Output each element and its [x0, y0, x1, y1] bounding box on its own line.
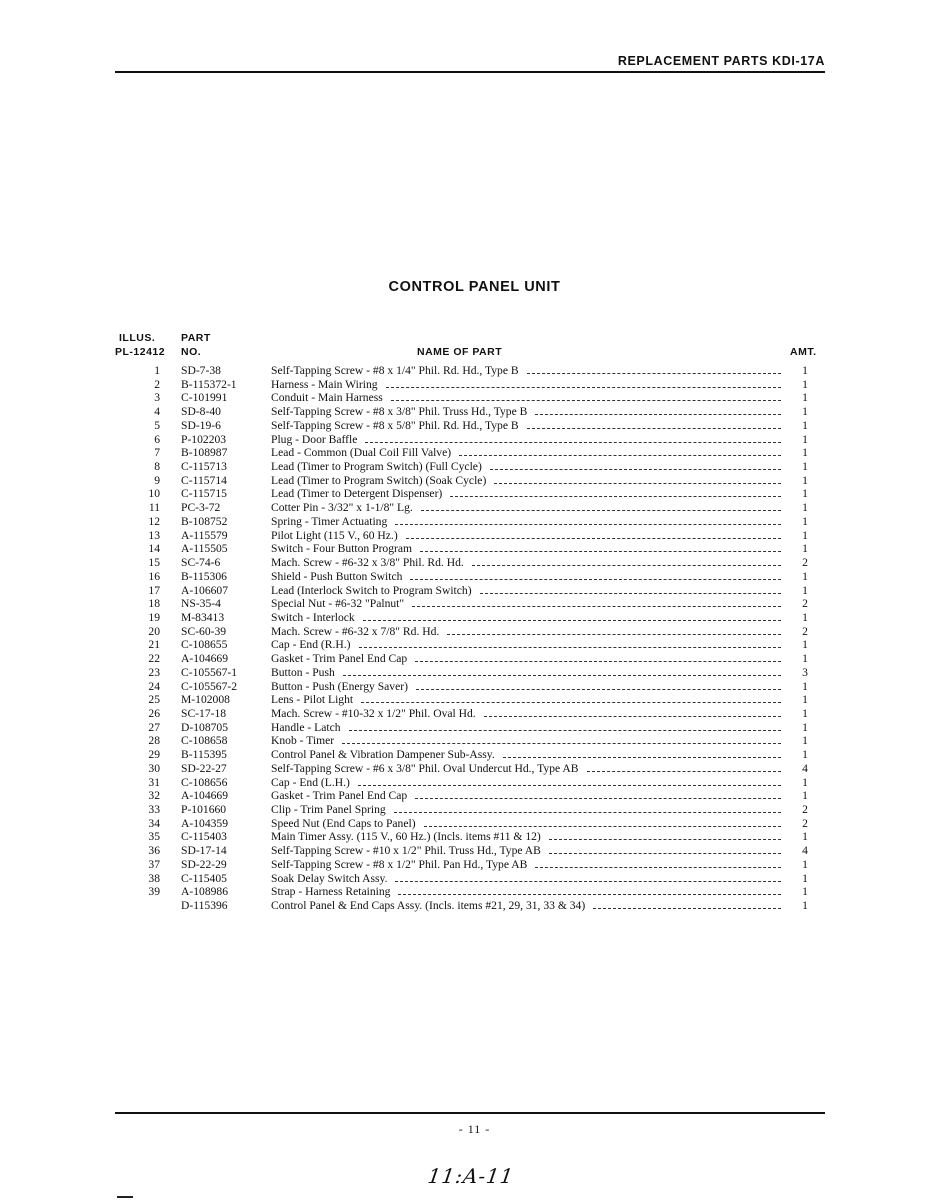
illus-number: 20	[148, 624, 160, 638]
column-header-amt: AMT.	[790, 346, 817, 358]
parts-row	[0, 501, 949, 515]
part-amount: 3	[802, 665, 808, 679]
part-amount: 1	[802, 583, 808, 597]
parts-row	[0, 474, 949, 488]
name-cell	[271, 460, 781, 474]
part-number: B-115306	[181, 569, 227, 583]
part-number: A-104669	[181, 652, 229, 666]
illus-number: 30	[148, 761, 160, 775]
parts-row	[0, 625, 949, 639]
illus-number: 15	[148, 556, 160, 570]
part-amount: 1	[802, 514, 808, 528]
illus-number: 11	[148, 501, 160, 515]
part-number: D-115396	[181, 899, 228, 913]
part-name: Control Panel & Vibration Dampener Sub-Assy.	[271, 748, 495, 762]
illus-number: 38	[148, 871, 160, 885]
part-amount: 4	[802, 844, 808, 858]
name-cell	[271, 638, 781, 652]
parts-row	[0, 542, 949, 556]
parts-row	[0, 652, 949, 666]
parts-row	[0, 529, 949, 543]
name-cell	[271, 899, 781, 913]
name-cell	[271, 803, 781, 817]
parts-row	[0, 584, 949, 598]
part-name: Switch - Four Button Program	[271, 542, 413, 556]
name-cell	[271, 556, 781, 570]
illus-number: 26	[148, 706, 160, 720]
part-number: SD-19-6	[181, 418, 221, 432]
dot-leader	[459, 448, 781, 456]
part-number: A-104669	[181, 789, 229, 803]
column-header-part-no: NO.	[181, 346, 202, 358]
part-number: SC-74-6	[181, 556, 221, 570]
illus-number: 12	[148, 514, 160, 528]
part-amount: 1	[802, 720, 808, 734]
illus-number: 32	[148, 789, 160, 803]
part-number: B-115372-1	[181, 377, 237, 391]
part-amount: 1	[802, 899, 808, 913]
handwritten-note: 11:A-11	[426, 1164, 516, 1188]
illus-number: 33	[148, 803, 160, 816]
illus-number: 29	[148, 748, 160, 762]
illus-number: 2	[154, 377, 160, 391]
part-number: M-83413	[181, 610, 225, 624]
name-cell	[271, 652, 781, 666]
illus-number: 36	[148, 844, 160, 858]
part-number: SC-17-18	[181, 706, 227, 720]
part-name: Self-Tapping Screw - #8 x 1/4" Phil. Rd. Hd., Type B	[271, 364, 519, 377]
document-title: REPLACEMENT PARTS KDI-17A	[617, 54, 825, 68]
dot-leader	[494, 476, 781, 484]
part-number: SC-60-39	[181, 624, 227, 638]
parts-row	[0, 803, 949, 817]
part-amount: 2	[802, 803, 808, 816]
dot-leader	[406, 531, 781, 539]
name-cell	[271, 625, 781, 639]
name-cell	[271, 721, 781, 735]
illus-number: 7	[154, 446, 160, 460]
footer-rule	[115, 1112, 825, 1114]
part-name: Control Panel & End Caps Assy. (Incls. items #21, 29, 31, 33 & 34)	[271, 899, 586, 913]
part-number: SD-22-29	[181, 857, 227, 871]
part-amount: 1	[802, 693, 808, 707]
dot-leader	[450, 489, 781, 497]
name-cell	[271, 748, 781, 762]
parts-row	[0, 844, 949, 858]
dot-leader	[342, 736, 781, 744]
illus-number: 8	[154, 460, 160, 474]
dot-leader	[503, 750, 781, 758]
illus-number: 39	[148, 885, 160, 899]
name-cell	[271, 693, 781, 707]
name-cell	[271, 364, 781, 378]
part-amount: 1	[802, 610, 808, 624]
illus-number: 9	[154, 473, 160, 487]
part-amount: 2	[802, 597, 808, 611]
header-rule	[115, 71, 825, 73]
parts-row	[0, 391, 949, 405]
part-amount: 1	[802, 706, 808, 720]
part-number: A-115579	[181, 528, 228, 542]
part-name: Plug - Door Baffle	[271, 432, 358, 446]
parts-row	[0, 830, 949, 844]
dot-leader	[343, 668, 781, 676]
part-name: Mach. Screw - #6-32 x 3/8" Phil. Rd. Hd.	[271, 556, 464, 570]
part-number: SD-8-40	[181, 405, 221, 419]
part-number: A-106607	[181, 583, 229, 597]
part-name: Self-Tapping Screw - #6 x 3/8" Phil. Oval Undercut Hd., Type AB	[271, 761, 579, 775]
illus-number: 6	[154, 432, 160, 446]
name-cell	[271, 680, 781, 694]
part-amount: 1	[802, 405, 808, 419]
dot-leader	[386, 380, 781, 388]
name-cell	[271, 515, 781, 529]
parts-row	[0, 721, 949, 735]
part-amount: 1	[802, 377, 808, 391]
parts-row	[0, 638, 949, 652]
part-number: C-108658	[181, 734, 228, 748]
dot-leader	[593, 901, 781, 909]
part-amount: 1	[802, 487, 808, 501]
dot-leader	[535, 860, 781, 868]
part-name: Lead - Common (Dual Coil Fill Valve)	[271, 446, 452, 460]
part-amount: 2	[802, 556, 808, 570]
section-title: CONTROL PANEL UNIT	[388, 279, 561, 295]
part-number: SD-22-27	[181, 761, 227, 775]
name-cell	[271, 501, 781, 515]
part-name: Button - Push	[271, 665, 335, 679]
illus-number: 21	[148, 638, 160, 652]
dot-leader	[412, 599, 781, 607]
part-name: Lead (Timer to Program Switch) (Soak Cycle)	[271, 473, 487, 487]
parts-row	[0, 611, 949, 625]
part-number: B-108752	[181, 514, 228, 528]
illus-number: 10	[148, 487, 160, 501]
parts-row	[0, 885, 949, 899]
name-cell	[271, 405, 781, 419]
name-cell	[271, 666, 781, 680]
parts-row	[0, 748, 949, 762]
illus-number: 5	[154, 418, 160, 432]
parts-row	[0, 460, 949, 474]
part-name: Self-Tapping Screw - #10 x 1/2" Phil. Truss Hd., Type AB	[271, 844, 541, 858]
part-number: B-115395	[181, 748, 227, 762]
parts-row	[0, 378, 949, 392]
dot-leader	[480, 586, 781, 594]
part-name: Strap - Harness Retaining	[271, 885, 391, 899]
part-name: Gasket - Trim Panel End Cap	[271, 652, 408, 666]
dot-leader	[365, 435, 781, 443]
part-number: C-115713	[181, 460, 227, 474]
parts-row	[0, 433, 949, 447]
illus-number: 35	[148, 830, 160, 844]
parts-row	[0, 405, 949, 419]
illus-number: 24	[148, 679, 160, 693]
part-amount: 2	[802, 816, 808, 830]
column-header-part: PART	[181, 332, 211, 344]
dot-leader	[410, 572, 781, 580]
part-amount: 1	[802, 871, 808, 885]
illus-number: 3	[154, 391, 160, 405]
part-amount: 1	[802, 748, 808, 762]
part-name: Harness - Main Wiring	[271, 377, 378, 391]
parts-row	[0, 515, 949, 529]
parts-row	[0, 776, 949, 790]
name-cell	[271, 542, 781, 556]
part-name: Lead (Interlock Switch to Program Switch)	[271, 583, 472, 597]
part-name: Conduit - Main Harness	[271, 391, 383, 405]
column-header-illus-ref: PL-12412	[115, 346, 166, 358]
column-header-illus: ILLUS.	[119, 332, 156, 344]
part-name: Self-Tapping Screw - #8 x 5/8" Phil. Rd. Hd., Type B	[271, 418, 519, 432]
part-number: C-115714	[181, 473, 227, 487]
part-name: Lead (Timer to Detergent Dispenser)	[271, 487, 443, 501]
part-name: Soak Delay Switch Assy.	[271, 871, 388, 885]
part-name: Clip - Trim Panel Spring	[271, 803, 386, 816]
parts-row	[0, 419, 949, 433]
dot-leader	[535, 407, 781, 415]
parts-row	[0, 734, 949, 748]
dot-leader	[361, 695, 781, 703]
part-amount: 1	[802, 830, 808, 844]
dot-leader	[424, 819, 781, 827]
part-number: C-108655	[181, 638, 228, 652]
part-number: SD-17-14	[181, 844, 227, 858]
part-name: Shield - Push Button Switch	[271, 569, 403, 583]
parts-row	[0, 487, 949, 501]
dot-leader	[527, 421, 781, 429]
part-name: Lens - Pilot Light	[271, 693, 354, 707]
part-amount: 1	[802, 542, 808, 556]
part-number: D-108705	[181, 720, 229, 734]
dot-leader	[415, 654, 781, 662]
part-number: C-105567-2	[181, 679, 238, 693]
name-cell	[271, 446, 781, 460]
part-name: Lead (Timer to Program Switch) (Full Cycle)	[271, 460, 482, 474]
part-amount: 1	[802, 528, 808, 542]
parts-row	[0, 762, 949, 776]
part-name: Main Timer Assy. (115 V., 60 Hz.) (Incls. items #11 & 12)	[271, 830, 541, 844]
parts-row	[0, 446, 949, 460]
parts-row	[0, 899, 949, 913]
parts-list	[0, 364, 949, 913]
name-cell	[271, 858, 781, 872]
part-number: A-104359	[181, 816, 229, 830]
part-number: C-115403	[181, 830, 227, 844]
dot-leader	[358, 778, 781, 786]
name-cell	[271, 707, 781, 721]
illus-number: 34	[148, 816, 160, 830]
parts-row	[0, 570, 949, 584]
dot-leader	[421, 503, 781, 511]
dot-leader	[490, 462, 781, 470]
dot-leader	[447, 627, 781, 635]
part-amount: 1	[802, 885, 808, 899]
part-number: C-108656	[181, 775, 228, 789]
illus-number: 16	[148, 569, 160, 583]
part-amount: 1	[802, 652, 808, 666]
part-name: Spring - Timer Actuating	[271, 514, 388, 528]
name-cell	[271, 584, 781, 598]
dot-leader	[415, 791, 781, 799]
illus-number: 25	[148, 693, 160, 707]
part-name: Self-Tapping Screw - #8 x 1/2" Phil. Pan Hd., Type AB	[271, 857, 528, 871]
parts-row	[0, 556, 949, 570]
part-number: M-102008	[181, 693, 230, 707]
parts-row	[0, 789, 949, 803]
part-name: Speed Nut (End Caps to Panel)	[271, 816, 416, 830]
parts-row	[0, 872, 949, 886]
illus-number: 1	[154, 364, 160, 377]
part-name: Button - Push (Energy Saver)	[271, 679, 408, 693]
illus-number: 14	[148, 542, 160, 556]
dot-leader	[549, 832, 781, 840]
dot-leader	[359, 640, 781, 648]
illus-number: 23	[148, 665, 160, 679]
part-amount: 1	[802, 391, 808, 405]
name-cell	[271, 762, 781, 776]
dot-leader	[472, 558, 781, 566]
part-name: Cotter Pin - 3/32" x 1-1/8" Lg.	[271, 501, 413, 515]
part-number: NS-35-4	[181, 597, 221, 611]
dot-leader	[398, 887, 781, 895]
illus-number: 13	[148, 528, 160, 542]
parts-row	[0, 680, 949, 694]
illus-number: 28	[148, 734, 160, 748]
name-cell	[271, 734, 781, 748]
part-number: PC-3-72	[181, 501, 221, 515]
part-amount: 1	[802, 418, 808, 432]
name-cell	[271, 885, 781, 899]
parts-row	[0, 817, 949, 831]
illus-number: 22	[148, 652, 160, 666]
part-number: C-115715	[181, 487, 227, 501]
part-amount: 1	[802, 734, 808, 748]
name-cell	[271, 844, 781, 858]
part-name: Knob - Timer	[271, 734, 335, 748]
dot-leader	[587, 764, 781, 772]
illus-number: 27	[148, 720, 160, 734]
name-cell	[271, 789, 781, 803]
part-name: Pilot Light (115 V., 60 Hz.)	[271, 528, 398, 542]
dot-leader	[395, 874, 781, 882]
part-number: C-101991	[181, 391, 228, 405]
dot-leader	[391, 393, 781, 401]
part-name: Cap - End (L.H.)	[271, 775, 350, 789]
parts-row	[0, 693, 949, 707]
name-cell	[271, 487, 781, 501]
name-cell	[271, 378, 781, 392]
part-number: SD-7-38	[181, 364, 221, 377]
dot-leader	[416, 682, 781, 690]
name-cell	[271, 433, 781, 447]
part-amount: 1	[802, 473, 808, 487]
part-name: Mach. Screw - #6-32 x 7/8" Rd. Hd.	[271, 624, 440, 638]
name-cell	[271, 776, 781, 790]
illus-number: 19	[148, 610, 160, 624]
parts-row	[0, 858, 949, 872]
dot-leader	[394, 805, 781, 813]
part-amount: 1	[802, 679, 808, 693]
corner-mark	[117, 1196, 133, 1198]
illus-number: 37	[148, 857, 160, 871]
part-name: Special Nut - #6-32 "Palnut"	[271, 597, 405, 611]
part-amount: 1	[802, 789, 808, 803]
part-name: Cap - End (R.H.)	[271, 638, 351, 652]
part-amount: 1	[802, 432, 808, 446]
part-name: Switch - Interlock	[271, 610, 355, 624]
column-header-name: NAME OF PART	[417, 346, 503, 358]
part-amount: 1	[802, 638, 808, 652]
part-amount: 1	[802, 857, 808, 871]
part-amount: 1	[802, 460, 808, 474]
part-number: A-115505	[181, 542, 228, 556]
part-number: B-108987	[181, 446, 228, 460]
name-cell	[271, 419, 781, 433]
illus-number: 4	[154, 405, 160, 419]
part-amount: 1	[802, 501, 808, 515]
dot-leader	[527, 366, 781, 374]
part-amount: 1	[802, 446, 808, 460]
illus-number: 18	[148, 597, 160, 611]
part-name: Handle - Latch	[271, 720, 341, 734]
part-name: Mach. Screw - #10-32 x 1/2" Phil. Oval Hd.	[271, 706, 476, 720]
part-number: C-105567-1	[181, 665, 238, 679]
dot-leader	[349, 723, 781, 731]
dot-leader	[549, 846, 781, 854]
illus-number: 31	[148, 775, 160, 789]
name-cell	[271, 529, 781, 543]
part-number: P-101660	[181, 803, 227, 816]
part-name: Gasket - Trim Panel End Cap	[271, 789, 408, 803]
page-number: - 11 -	[458, 1122, 491, 1136]
name-cell	[271, 611, 781, 625]
illus-number: 17	[148, 583, 160, 597]
name-cell	[271, 391, 781, 405]
name-cell	[271, 474, 781, 488]
dot-leader	[484, 709, 781, 717]
dot-leader	[395, 517, 781, 525]
dot-leader	[420, 544, 781, 552]
dot-leader	[363, 613, 781, 621]
parts-row	[0, 364, 949, 378]
part-number: C-115405	[181, 871, 227, 885]
name-cell	[271, 597, 781, 611]
name-cell	[271, 570, 781, 584]
part-name: Self-Tapping Screw - #8 x 3/8" Phil. Truss Hd., Type B	[271, 405, 528, 419]
name-cell	[271, 817, 781, 831]
part-amount: 4	[802, 761, 808, 775]
name-cell	[271, 872, 781, 886]
part-amount: 1	[802, 364, 808, 377]
part-number: P-102203	[181, 432, 227, 446]
part-amount: 1	[802, 569, 808, 583]
parts-row	[0, 597, 949, 611]
part-number: A-108986	[181, 885, 229, 899]
part-amount: 2	[802, 624, 808, 638]
parts-row	[0, 666, 949, 680]
parts-row	[0, 707, 949, 721]
part-amount: 1	[802, 775, 808, 789]
name-cell	[271, 830, 781, 844]
